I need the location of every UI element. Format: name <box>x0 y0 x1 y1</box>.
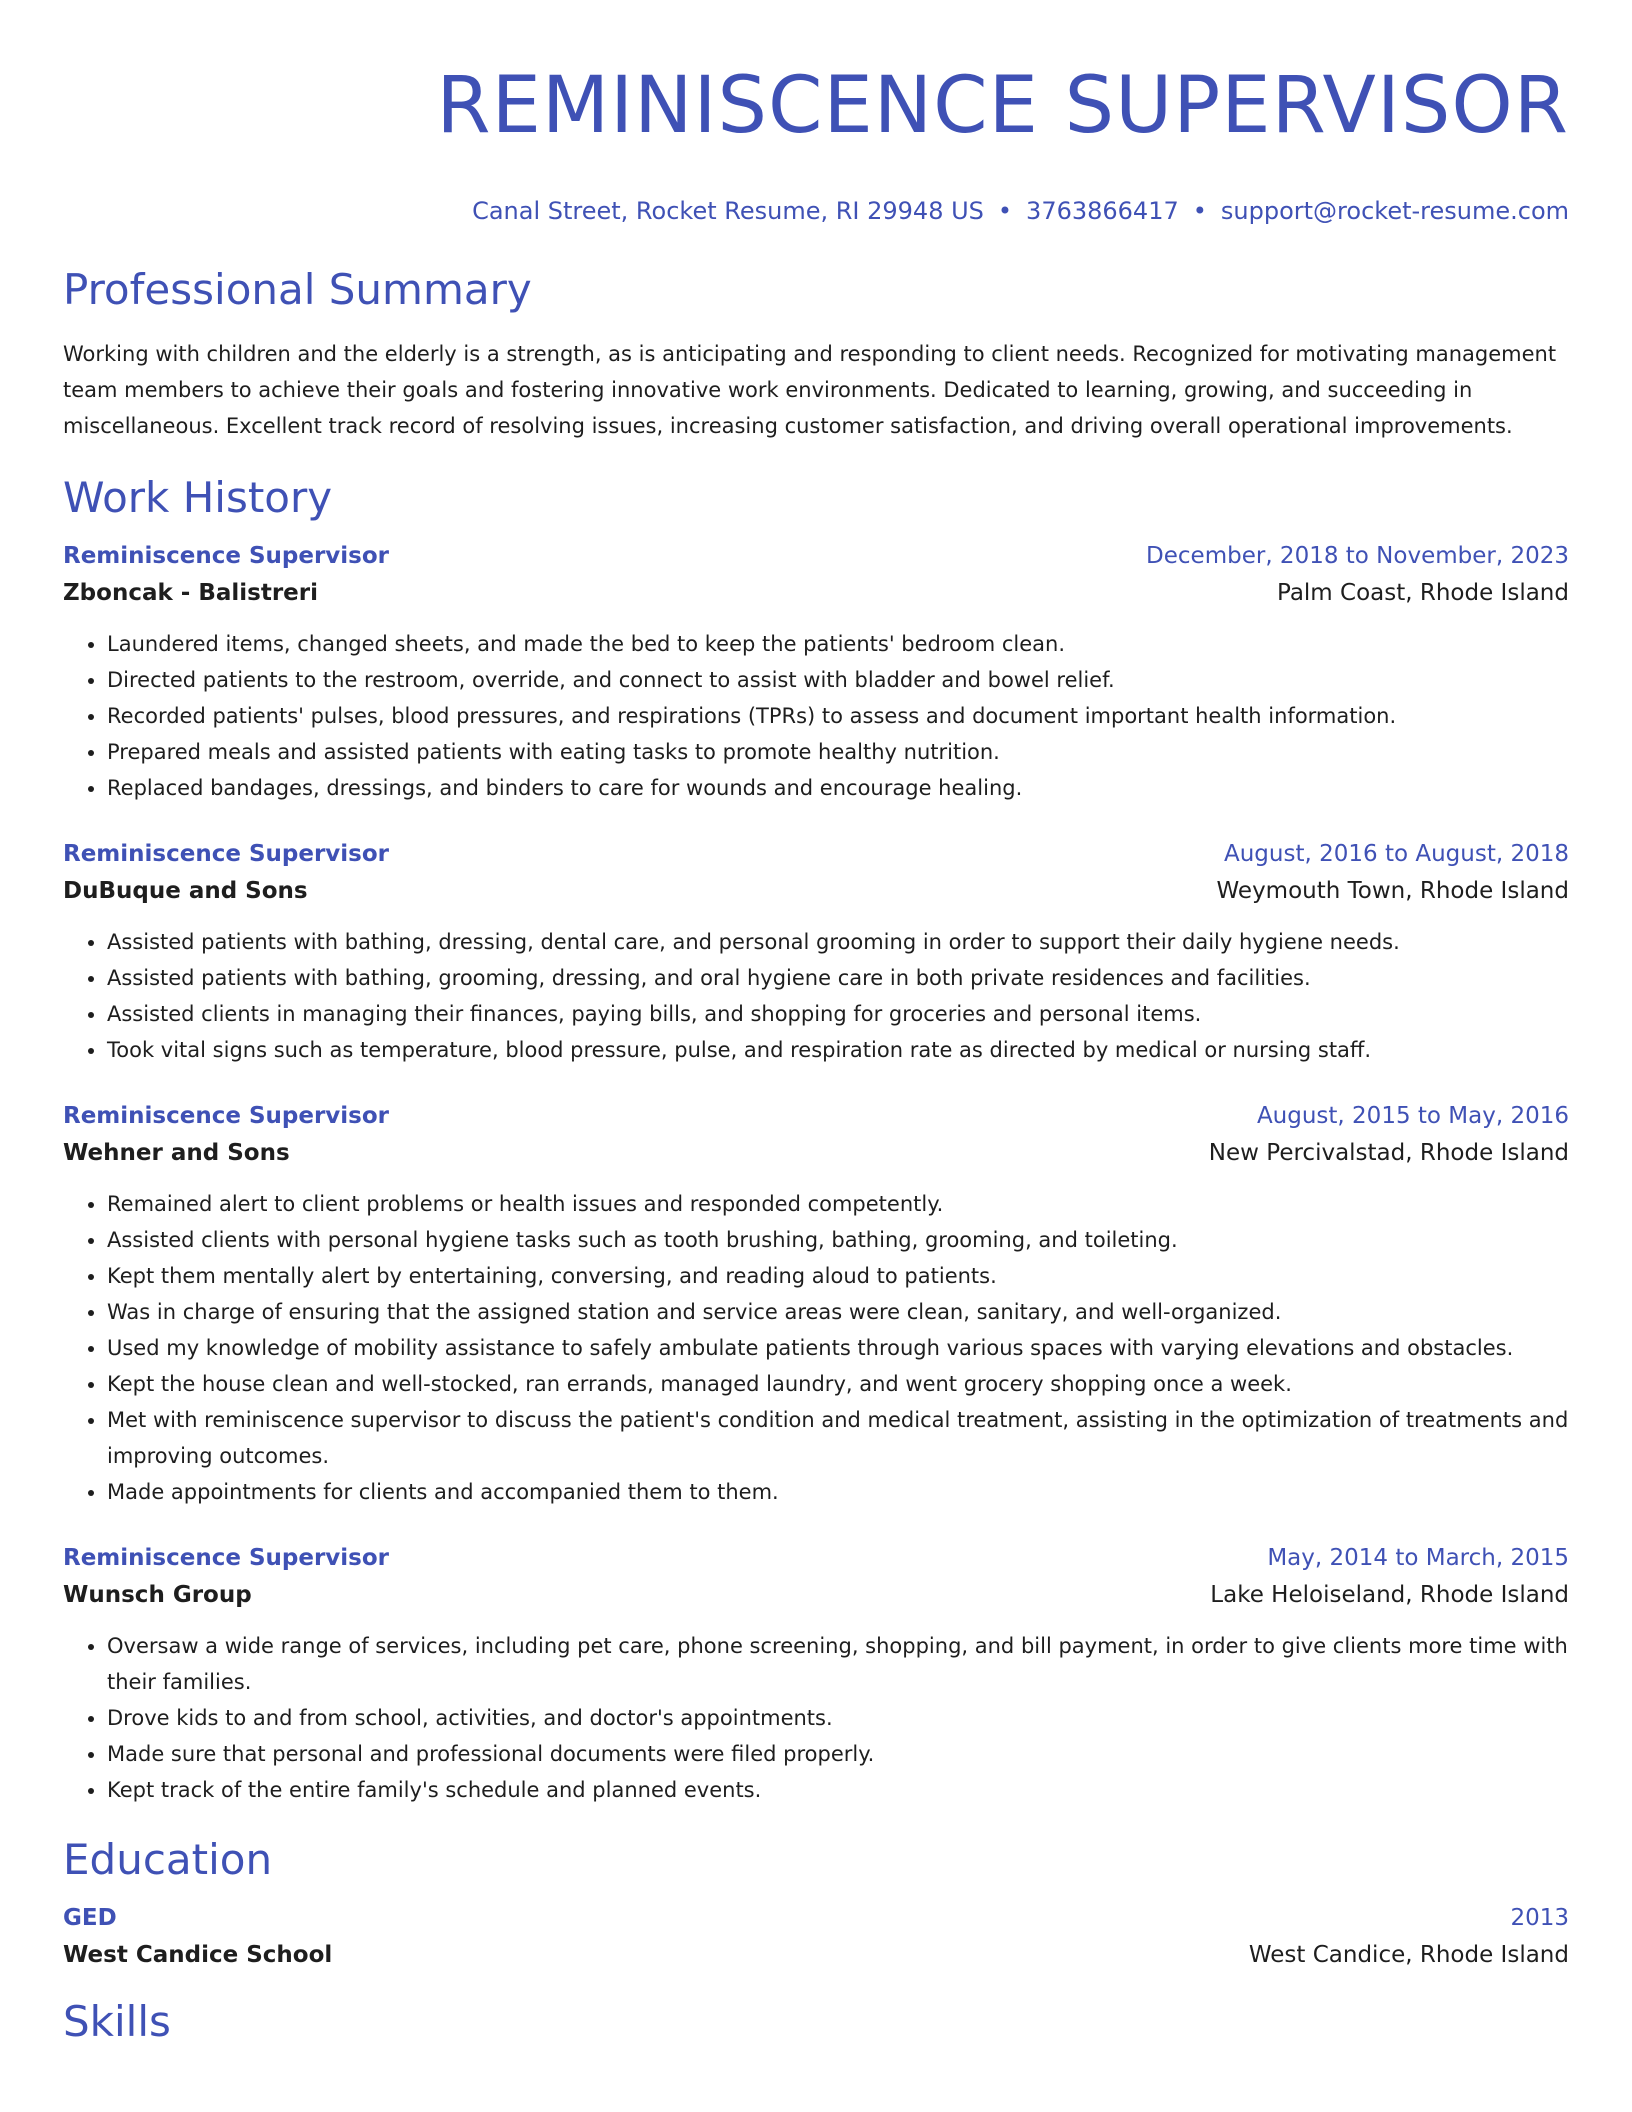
summary-section <box>63 264 1569 444</box>
job-entry <box>63 836 1569 1068</box>
job-location: Weymouth Town, Rhode Island <box>1216 878 1569 904</box>
education-school: West Candice School <box>63 1942 333 1968</box>
job-header-row <box>63 1098 1569 1134</box>
education-year: 2013 <box>1510 1905 1569 1931</box>
contact-separator: • <box>997 197 1013 225</box>
job-bullet: • Used my knowledge of mobility assistance to safely ambulate patients through various spaces with varying elevations and obstacles. <box>107 1330 1569 1366</box>
job-company-row <box>63 574 1569 612</box>
job-bullet: • Prepared meals and assisted patients with eating tasks to promote healthy nutrition. <box>107 734 1569 770</box>
job-bullet: • Kept them mentally alert by entertaining, conversing, and reading aloud to patients. <box>107 1258 1569 1294</box>
job-dates: December, 2018 to November, 2023 <box>1146 543 1569 569</box>
job-header-row <box>63 836 1569 872</box>
work-history-section <box>63 472 1569 1808</box>
job-header-row <box>63 538 1569 574</box>
contact-phone: 3763866417 <box>1026 197 1179 225</box>
job-bullet: • Made appointments for clients and accompanied them to them. <box>107 1474 1569 1510</box>
job-header-row <box>63 1540 1569 1576</box>
education-section <box>63 1834 1569 1974</box>
skills-heading: Skills <box>63 1997 171 2046</box>
job-entry <box>63 1540 1569 1808</box>
job-bullet: • Assisted patients with bathing, grooming, dressing, and oral hygiene care in both private residences and facilities. <box>107 960 1569 996</box>
job-bullet: • Was in charge of ensuring that the assigned station and service areas were clean, sanitary, and well-organized. <box>107 1294 1569 1330</box>
job-role: Reminiscence Supervisor <box>63 1103 390 1129</box>
job-company-row <box>63 1576 1569 1614</box>
job-company: Wehner and Sons <box>63 1140 290 1166</box>
job-dates: August, 2015 to May, 2016 <box>1256 1103 1569 1129</box>
job-location: New Percivalstad, Rhode Island <box>1208 1140 1569 1166</box>
job-bullets <box>63 1628 1569 1808</box>
job-bullet: • Remained alert to client problems or health issues and responded competently. <box>107 1186 1569 1222</box>
job-entry <box>63 538 1569 806</box>
education-degree: GED <box>63 1905 117 1931</box>
job-company-row <box>63 872 1569 910</box>
job-bullets <box>63 924 1569 1068</box>
job-bullet: • Oversaw a wide range of services, including pet care, phone screening, shopping, and bill payment, in order to give clients more time with their families. <box>107 1628 1569 1700</box>
job-company-row <box>63 1134 1569 1172</box>
job-bullet: • Took vital signs such as temperature, blood pressure, pulse, and respiration rate as directed by medical or nursing staff. <box>107 1032 1569 1068</box>
job-entry <box>63 1098 1569 1510</box>
education-school-row <box>63 1936 1569 1974</box>
job-bullet: • Assisted clients with personal hygiene tasks such as tooth brushing, bathing, grooming, and toileting. <box>107 1222 1569 1258</box>
job-bullet: • Kept the house clean and well-stocked, ran errands, managed laundry, and went grocery shopping once a week. <box>107 1366 1569 1402</box>
education-heading: Education <box>63 1835 273 1884</box>
job-location: Palm Coast, Rhode Island <box>1276 580 1569 606</box>
job-bullets <box>63 626 1569 806</box>
job-company: Wunsch Group <box>63 1582 252 1608</box>
candidate-name: REMINISCENCE SUPERVISOR <box>436 61 1569 151</box>
contact-separator: • <box>1192 197 1207 225</box>
job-dates: August, 2016 to August, 2018 <box>1224 841 1569 867</box>
education-location: West Candice, Rhode Island <box>1248 1942 1569 1968</box>
job-bullet: • Directed patients to the restroom, override, and connect to assist with bladder and bowel relief. <box>107 662 1569 698</box>
job-bullet: • Drove kids to and from school, activities, and doctor's appointments. <box>107 1700 1569 1736</box>
job-bullet: • Laundered items, changed sheets, and made the bed to keep the patients' bedroom clean. <box>107 626 1569 662</box>
job-bullet: • Kept track of the entire family's schedule and planned events. <box>107 1772 1569 1808</box>
job-bullet: • Made sure that personal and professional documents were filed properly. <box>107 1736 1569 1772</box>
job-role: Reminiscence Supervisor <box>63 1545 390 1571</box>
skills-section <box>63 1996 1569 2048</box>
job-company: Zboncak - Balistreri <box>63 580 318 606</box>
education-header-row <box>63 1900 1569 1936</box>
contact-address: Canal Street, Rocket Resume, RI 29948 US <box>472 197 984 225</box>
contact-line <box>63 196 1569 226</box>
job-bullets <box>63 1186 1569 1510</box>
job-role: Reminiscence Supervisor <box>63 841 390 867</box>
contact-email[interactable]: support@rocket-resume.com <box>1220 197 1569 225</box>
job-company: DuBuque and Sons <box>63 878 308 904</box>
resume-header <box>63 0 1569 226</box>
job-location: Lake Heloiseland, Rhode Island <box>1210 1582 1569 1608</box>
job-role: Reminiscence Supervisor <box>63 543 390 569</box>
job-bullet: • Replaced bandages, dressings, and binders to care for wounds and encourage healing. <box>107 770 1569 806</box>
education-entry <box>63 1900 1569 1974</box>
job-dates: May, 2014 to March, 2015 <box>1267 1545 1569 1571</box>
job-bullet: • Assisted clients in managing their finances, paying bills, and shopping for groceries and personal items. <box>107 996 1569 1032</box>
work-history-heading: Work History <box>63 473 333 522</box>
summary-heading: Professional Summary <box>63 265 532 314</box>
job-bullet: • Recorded patients' pulses, blood pressures, and respirations (TPRs) to assess and document important health information. <box>107 698 1569 734</box>
job-bullet: • Met with reminiscence supervisor to discuss the patient's condition and medical treatment, assisting in the optimization of treatments and improving outcomes. <box>107 1402 1569 1474</box>
job-bullet: • Assisted patients with bathing, dressing, dental care, and personal grooming in order to support their daily hygiene needs. <box>107 924 1569 960</box>
summary-text: Working with children and the elderly is a strength, as is anticipating and responding to client needs. Recognized for motivating management team members to achieve their goals and fostering innovative work environments. Dedicated to learning, growing, and succeeding in miscellaneous. Excellent track record of resolving issues, increasing customer satisfaction, and driving overall operational improvements. <box>63 342 1557 438</box>
